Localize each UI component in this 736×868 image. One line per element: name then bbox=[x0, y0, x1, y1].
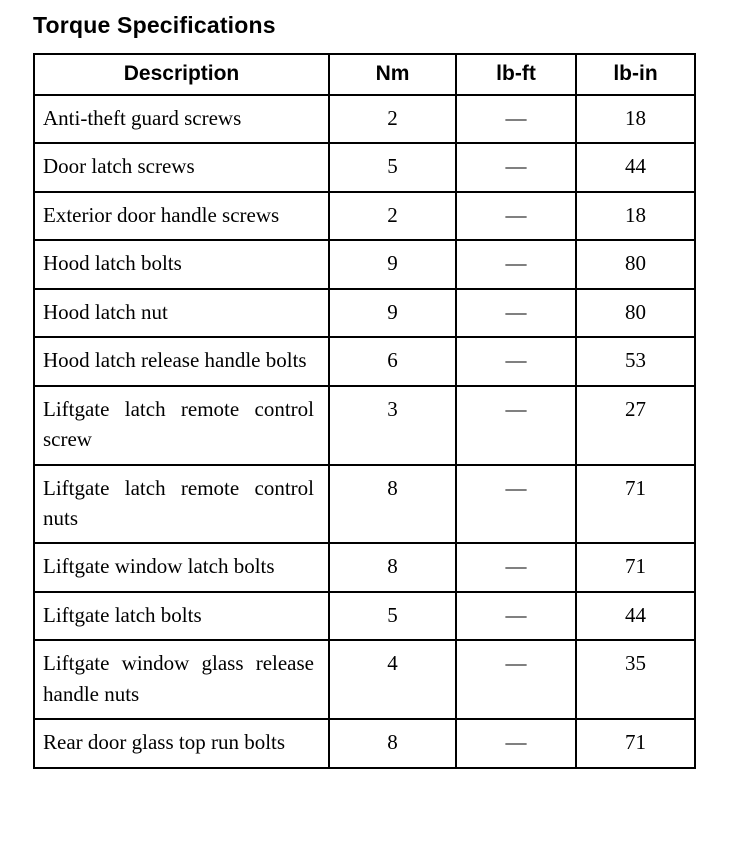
cell-lb-ft: — bbox=[456, 640, 576, 719]
cell-lb-in: 35 bbox=[576, 640, 695, 719]
cell-description: Rear door glass top run bolts bbox=[34, 719, 329, 767]
cell-nm: 9 bbox=[329, 240, 456, 288]
cell-lb-in: 71 bbox=[576, 465, 695, 544]
cell-description: Hood latch bolts bbox=[34, 240, 329, 288]
cell-description: Hood latch release handle bolts bbox=[34, 337, 329, 385]
cell-lb-ft: — bbox=[456, 337, 576, 385]
cell-lb-in: 80 bbox=[576, 289, 695, 337]
cell-nm: 8 bbox=[329, 543, 456, 591]
table-row bbox=[34, 95, 695, 143]
table-row bbox=[34, 640, 695, 719]
cell-lb-ft: — bbox=[456, 465, 576, 544]
cell-nm: 5 bbox=[329, 592, 456, 640]
cell-nm: 6 bbox=[329, 337, 456, 385]
cell-lb-in: 53 bbox=[576, 337, 695, 385]
cell-lb-ft: — bbox=[456, 386, 576, 465]
cell-nm: 9 bbox=[329, 289, 456, 337]
table-row bbox=[34, 337, 695, 385]
cell-lb-in: 44 bbox=[576, 592, 695, 640]
column-header-lb-in: lb-in bbox=[576, 54, 695, 95]
cell-lb-ft: — bbox=[456, 543, 576, 591]
cell-lb-ft: — bbox=[456, 719, 576, 767]
table-row bbox=[34, 240, 695, 288]
cell-nm: 5 bbox=[329, 143, 456, 191]
cell-lb-in: 80 bbox=[576, 240, 695, 288]
cell-nm: 8 bbox=[329, 719, 456, 767]
cell-lb-in: 18 bbox=[576, 95, 695, 143]
cell-description: Exterior door handle screws bbox=[34, 192, 329, 240]
cell-nm: 4 bbox=[329, 640, 456, 719]
cell-lb-in: 71 bbox=[576, 543, 695, 591]
torque-specifications-table bbox=[33, 53, 696, 769]
page-title: Torque Specifications bbox=[33, 12, 276, 38]
cell-lb-ft: — bbox=[456, 192, 576, 240]
table-row bbox=[34, 543, 695, 591]
table-row bbox=[34, 143, 695, 191]
cell-description: Liftgate window glass release handle nuts bbox=[34, 640, 329, 719]
cell-lb-in: 44 bbox=[576, 143, 695, 191]
cell-nm: 3 bbox=[329, 386, 456, 465]
cell-nm: 8 bbox=[329, 465, 456, 544]
table-row bbox=[34, 719, 695, 767]
table-row bbox=[34, 192, 695, 240]
cell-description: Liftgate window latch bolts bbox=[34, 543, 329, 591]
column-header-description: Description bbox=[34, 54, 329, 95]
cell-lb-ft: — bbox=[456, 95, 576, 143]
cell-lb-ft: — bbox=[456, 143, 576, 191]
table-row bbox=[34, 465, 695, 544]
cell-lb-in: 18 bbox=[576, 192, 695, 240]
cell-lb-in: 27 bbox=[576, 386, 695, 465]
column-header-lb-ft: lb-ft bbox=[456, 54, 576, 95]
cell-nm: 2 bbox=[329, 192, 456, 240]
table-row bbox=[34, 289, 695, 337]
cell-lb-ft: — bbox=[456, 592, 576, 640]
table-row bbox=[34, 386, 695, 465]
cell-description: Liftgate latch bolts bbox=[34, 592, 329, 640]
cell-nm: 2 bbox=[329, 95, 456, 143]
cell-description: Liftgate latch remote control screw bbox=[34, 386, 329, 465]
table-row bbox=[34, 592, 695, 640]
cell-lb-in: 71 bbox=[576, 719, 695, 767]
column-header-nm: Nm bbox=[329, 54, 456, 95]
cell-description: Anti-theft guard screws bbox=[34, 95, 329, 143]
table-header-row bbox=[34, 54, 695, 95]
cell-lb-ft: — bbox=[456, 289, 576, 337]
cell-description: Hood latch nut bbox=[34, 289, 329, 337]
cell-description: Liftgate latch remote control nuts bbox=[34, 465, 329, 544]
cell-description: Door latch screws bbox=[34, 143, 329, 191]
cell-lb-ft: — bbox=[456, 240, 576, 288]
